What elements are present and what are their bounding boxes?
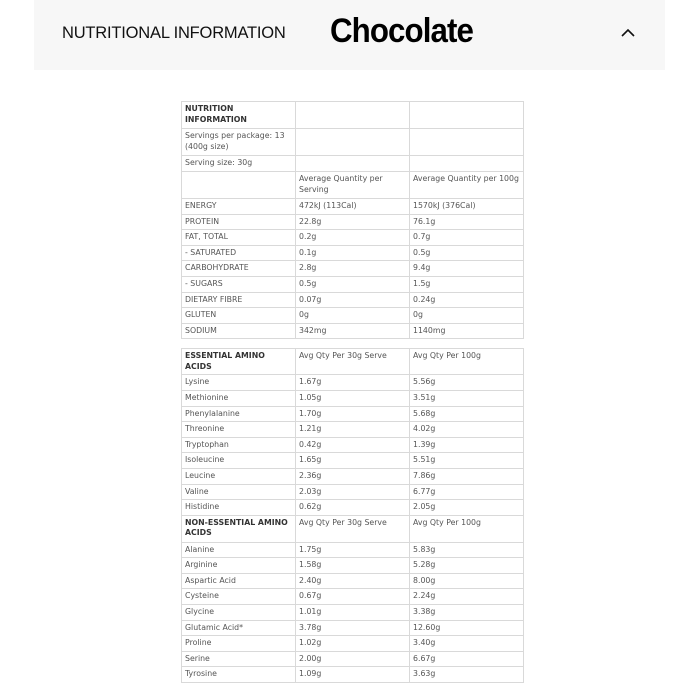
amino-name: Serine [182, 651, 296, 667]
amino-per-100g: 1.39g [410, 437, 524, 453]
amino-per-100g: 5.83g [410, 542, 524, 558]
amino-per-100g: 2.24g [410, 589, 524, 605]
table-row [182, 199, 524, 215]
nutritional-info-accordion-header[interactable] [34, 0, 665, 70]
amino-per-100g: 3.40g [410, 636, 524, 652]
amino-name: Methionine [182, 390, 296, 406]
nutrient-per-100g: 0.5g [410, 245, 524, 261]
amino-name: Cysteine [182, 589, 296, 605]
amino-per-serving: 1.70g [296, 406, 410, 422]
column-header [182, 172, 296, 199]
nutrient-per-serving: 0.07g [296, 292, 410, 308]
amino-per-100g: 8.00g [410, 573, 524, 589]
nutrient-per-100g: 0g [410, 308, 524, 324]
amino-name: Threonine [182, 422, 296, 438]
serving-size: Serving size: 30g [182, 156, 296, 172]
nutrient-name: CARBOHYDRATE [182, 261, 296, 277]
table-row [182, 390, 524, 406]
nutrient-name: PROTEIN [182, 214, 296, 230]
amino-name: Alanine [182, 542, 296, 558]
amino-per-100g: 5.51g [410, 453, 524, 469]
nutrient-per-100g: 9.4g [410, 261, 524, 277]
table-row [182, 375, 524, 391]
table-row [182, 214, 524, 230]
table-row [182, 102, 524, 129]
amino-per-serving: 1.02g [296, 636, 410, 652]
amino-per-100g: 12.60g [410, 620, 524, 636]
column-header: Average Quantity per Serving [296, 172, 410, 199]
amino-name: Isoleucine [182, 453, 296, 469]
table-row [182, 620, 524, 636]
table-row [182, 261, 524, 277]
amino-per-100g: 6.77g [410, 484, 524, 500]
column-header: Avg Qty Per 30g Serve [296, 515, 410, 542]
nutrient-per-serving: 0.1g [296, 245, 410, 261]
amino-per-100g: 5.56g [410, 375, 524, 391]
table-header-row [182, 172, 524, 199]
nutrient-per-100g: 0.24g [410, 292, 524, 308]
amino-name: Valine [182, 484, 296, 500]
table-row [182, 308, 524, 324]
column-header: Avg Qty Per 100g [410, 515, 524, 542]
table-row [182, 129, 524, 156]
table-header-row [182, 349, 524, 375]
column-header: NON-ESSENTIAL AMINO ACIDS [182, 515, 296, 542]
amino-name: Phenylalanine [182, 406, 296, 422]
column-header: Average Quantity per 100g [410, 172, 524, 199]
amino-name: Aspartic Acid [182, 573, 296, 589]
nutrient-per-serving: 0.2g [296, 230, 410, 246]
table-row [182, 500, 524, 516]
nutrient-per-100g: 1.5g [410, 276, 524, 292]
amino-name: Tryptophan [182, 437, 296, 453]
table-row [182, 323, 524, 339]
amino-per-100g: 6.67g [410, 651, 524, 667]
amino-name: Arginine [182, 558, 296, 574]
nutrient-per-100g: 0.7g [410, 230, 524, 246]
nutrient-per-serving: 0.5g [296, 276, 410, 292]
table-row [182, 422, 524, 438]
amino-per-serving: 1.65g [296, 453, 410, 469]
nutrient-per-100g: 76.1g [410, 214, 524, 230]
table-row [182, 245, 524, 261]
table-row [182, 468, 524, 484]
section-gap [181, 339, 520, 348]
nutrient-name: GLUTEN [182, 308, 296, 324]
servings-per-package: Servings per package: 13 (400g size) [182, 129, 296, 156]
table-row [182, 636, 524, 652]
nutrition-title: NUTRITION INFORMATION [182, 102, 296, 129]
column-header: ESSENTIAL AMINO ACIDS [182, 349, 296, 375]
amino-per-100g: 3.63g [410, 667, 524, 683]
amino-per-serving: 1.01g [296, 605, 410, 621]
nutrient-per-serving: 22.8g [296, 214, 410, 230]
table-row [182, 406, 524, 422]
table-row [182, 156, 524, 172]
amino-per-serving: 2.03g [296, 484, 410, 500]
amino-name: Proline [182, 636, 296, 652]
nutrient-per-100g: 1570kJ (376Cal) [410, 199, 524, 215]
amino-per-100g: 2.05g [410, 500, 524, 516]
amino-name: Tyrosine [182, 667, 296, 683]
column-header: Avg Qty Per 100g [410, 349, 524, 375]
amino-per-100g: 3.38g [410, 605, 524, 621]
nutrient-name: DIETARY FIBRE [182, 292, 296, 308]
amino-per-serving: 2.36g [296, 468, 410, 484]
amino-per-100g: 5.68g [410, 406, 524, 422]
column-header: Avg Qty Per 30g Serve [296, 349, 410, 375]
amino-per-serving: 2.00g [296, 651, 410, 667]
amino-name: Glutamic Acid* [182, 620, 296, 636]
table-row [182, 453, 524, 469]
nutrient-name: - SUGARS [182, 276, 296, 292]
section-title: NUTRITIONAL INFORMATION [62, 24, 286, 42]
table-row [182, 605, 524, 621]
table-header-row [182, 515, 524, 542]
table-row [182, 589, 524, 605]
amino-per-serving: 1.09g [296, 667, 410, 683]
amino-name: Lysine [182, 375, 296, 391]
table-row [182, 292, 524, 308]
nutrient-name: FAT, TOTAL [182, 230, 296, 246]
amino-per-serving: 1.05g [296, 390, 410, 406]
amino-name: Histidine [182, 500, 296, 516]
nutrition-table [181, 101, 524, 339]
amino-per-100g: 7.86g [410, 468, 524, 484]
amino-per-serving: 1.21g [296, 422, 410, 438]
amino-per-100g: 4.02g [410, 422, 524, 438]
amino-per-serving: 0.62g [296, 500, 410, 516]
amino-per-serving: 0.67g [296, 589, 410, 605]
nutrient-per-serving: 2.8g [296, 261, 410, 277]
flavor-label: Chocolate [330, 12, 473, 50]
table-row [182, 651, 524, 667]
amino-name: Glycine [182, 605, 296, 621]
amino-per-serving: 1.75g [296, 542, 410, 558]
table-row [182, 276, 524, 292]
table-row [182, 484, 524, 500]
nutrient-name: SODIUM [182, 323, 296, 339]
nutrient-per-serving: 342mg [296, 323, 410, 339]
amino-per-100g: 5.28g [410, 558, 524, 574]
amino-per-serving: 1.58g [296, 558, 410, 574]
nutrient-per-serving: 0g [296, 308, 410, 324]
table-row [182, 667, 524, 683]
amino-acids-table [181, 348, 524, 683]
table-row [182, 542, 524, 558]
table-row [182, 558, 524, 574]
amino-per-serving: 1.67g [296, 375, 410, 391]
nutrient-name: ENERGY [182, 199, 296, 215]
amino-per-serving: 3.78g [296, 620, 410, 636]
nutrient-per-100g: 1140mg [410, 323, 524, 339]
nutrient-name: - SATURATED [182, 245, 296, 261]
nutrient-per-serving: 472kJ (113Cal) [296, 199, 410, 215]
table-row [182, 437, 524, 453]
nutrition-panel [181, 101, 520, 683]
amino-per-serving: 0.42g [296, 437, 410, 453]
amino-per-100g: 3.51g [410, 390, 524, 406]
table-row [182, 573, 524, 589]
amino-per-serving: 2.40g [296, 573, 410, 589]
amino-name: Leucine [182, 468, 296, 484]
table-row [182, 230, 524, 246]
chevron-up-icon[interactable] [621, 28, 635, 38]
